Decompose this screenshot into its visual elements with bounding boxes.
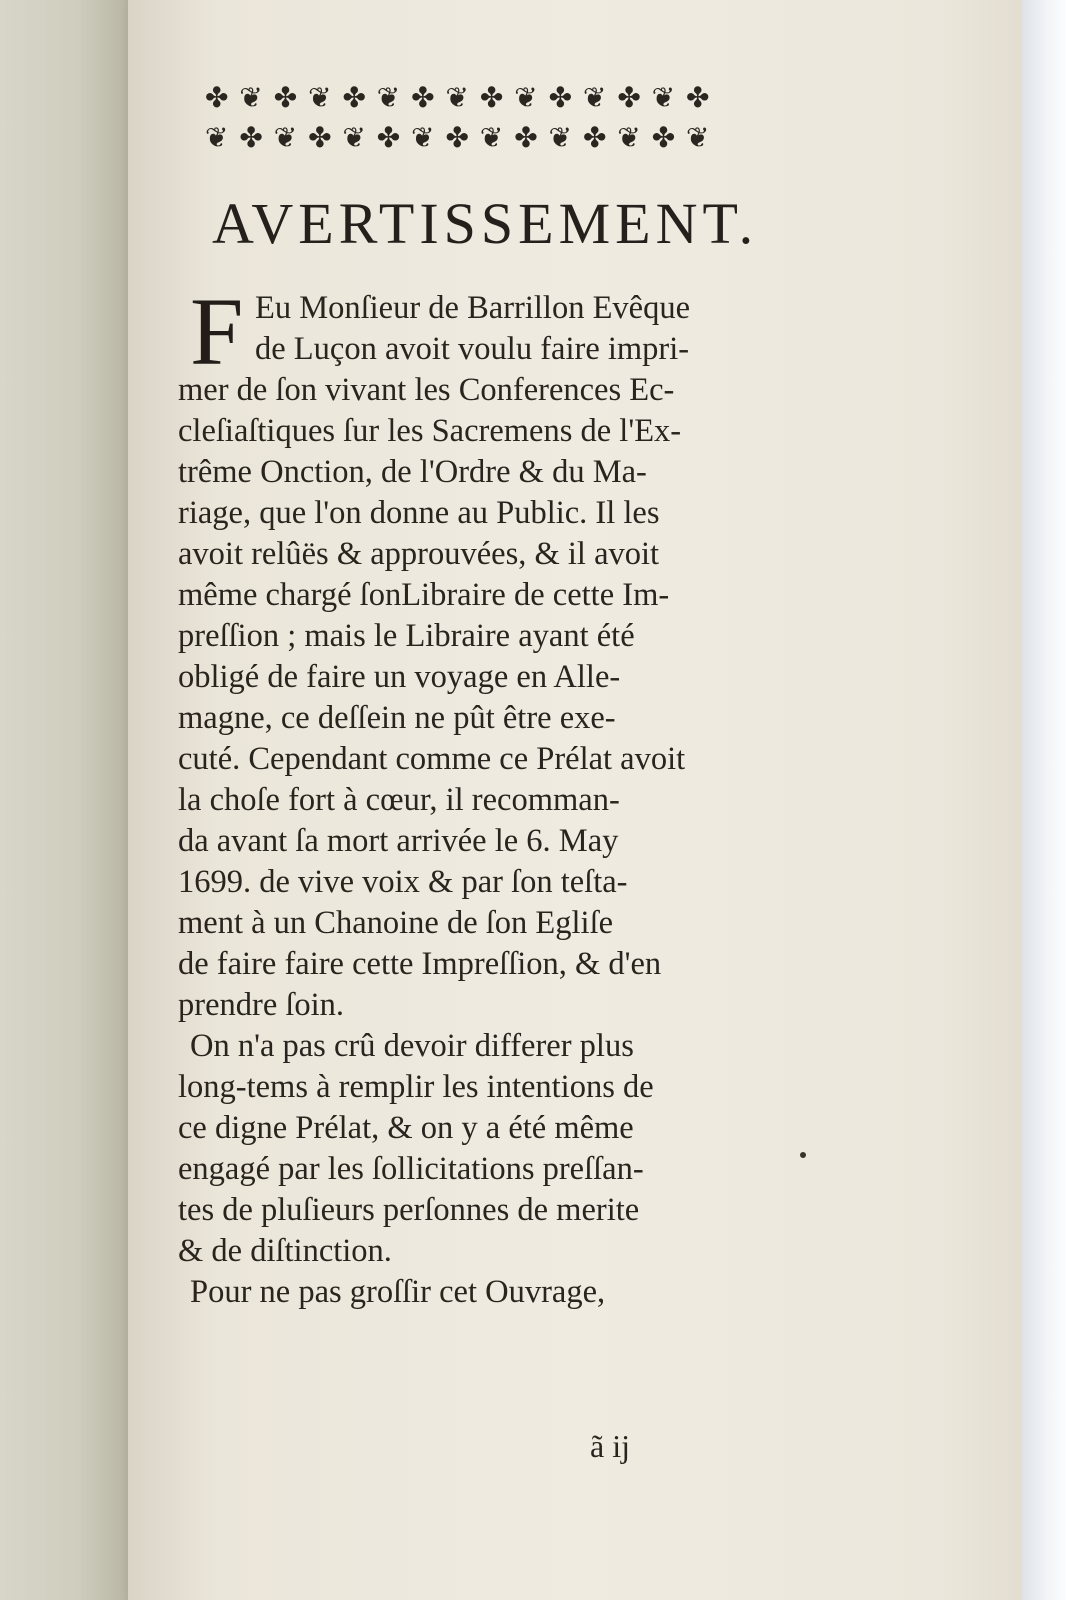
text-line: Eu Monſieur de Barrillon Evêque [255,290,691,326]
text-line: engagé par les ſollicitations preſſan- [178,1151,644,1187]
text-line: & de diſtinction. [178,1233,392,1269]
page-edge [1022,0,1066,1600]
text-line: de Luçon avoit voulu faire impri- [255,331,690,367]
text-line: trême Onction, de l'Ordre & du Ma- [178,454,647,490]
text-line: obligé de faire un voyage en Alle- [178,659,621,695]
text-line: cleſiaſtiques ſur les Sacremens de l'Ex- [178,413,682,449]
text-line: ce digne Prélat, & on y a été même [178,1110,634,1146]
headpiece-ornament [205,78,815,162]
text-line: long-tems à remplir les intentions de [178,1069,654,1105]
text-line: 1699. de vive voix & par ſon teſta- [178,864,628,900]
book-gutter [0,0,140,1600]
signature-mark: ã ij [590,1428,630,1464]
text-line: On n'a pas crû devoir differer plus [190,1028,634,1064]
text-line: tes de pluſieurs perſonnes de merite [178,1192,640,1228]
text-line: riage, que l'on donne au Public. Il les [178,495,660,531]
text-line: de faire faire cette Impreſſion, & d'en [178,946,662,982]
text-line: mer de ſon vivant les Conferences Ec- [178,372,675,408]
drop-cap: F [190,278,244,385]
ink-speck [800,1152,806,1158]
text-body [150,278,800,1313]
text-line: avoit relûës & approuvées, & il avoit [178,536,660,572]
text-line: cuté. Cependant comme ce Prélat avoit [178,741,686,777]
text-line: ment à un Chanoine de ſon Egliſe [178,905,614,941]
text-line: Pour ne pas groſſir cet Ouvrage, [190,1274,606,1310]
page-title: AVERTISSEMENT. [212,191,759,256]
paragraph-1 [150,278,800,1026]
text-line: même chargé ſonLibraire de cette Im- [178,577,670,613]
text-line: preſſion ; mais le Libraire ayant été [178,618,635,654]
text-line: magne, ce deſſein ne pût être exe- [178,700,616,736]
text-line: la choſe fort à cœur, il recomman- [178,782,620,818]
paragraph-2 [150,1026,800,1272]
ornament-row-bottom: ❦ ✤ ❦ ✤ ❦ ✤ ❦ ✤ ❦ ✤ ❦ ✤ ❦ ✤ ❦ [205,121,711,154]
paragraph-3 [150,1272,800,1313]
ornament-row-top: ✤ ❦ ✤ ❦ ✤ ❦ ✤ ❦ ✤ ❦ ✤ ❦ ✤ ❦ ✤ [205,81,711,114]
text-line: prendre ſoin. [178,987,345,1023]
text-line: da avant ſa mort arrivée le 6. May [178,823,619,859]
